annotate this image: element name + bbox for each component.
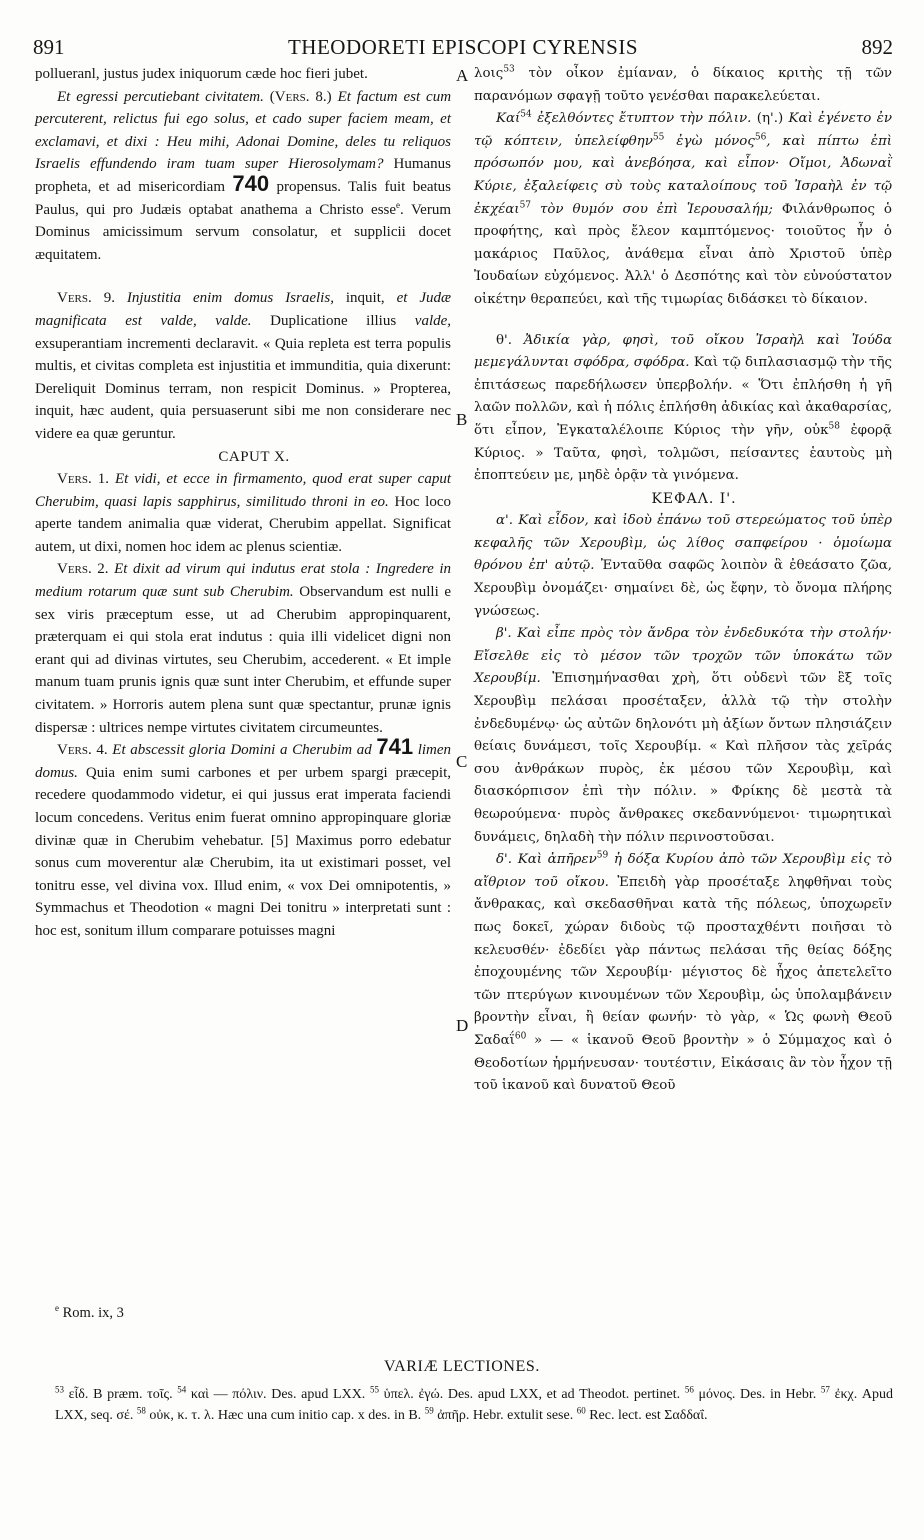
latin-paragraph: Vers. 1. Et vidi, et ecce in firmamento, quod erat super caput Cherubim, quasi lapis sapphirus, similitudo throni in eo. Hoc loco aperte tandem animalia quæ viderat, Cherubim appellat. Significat autem, ut dixi, nomen hoc idem ac plenus scientiæ.: [35, 471, 451, 555]
scripture-quote: Et factum est cum percuterent, relictus fui ego solus, et cado super faciem meam, et exclamavi, et dixi : Heu mihi, Adonai Domine, deles tu reliquos Israelis effundendo iram tuam super Hierosolymam?: [35, 88, 452, 173]
verse-ref: Vers. 1.: [57, 471, 109, 488]
variant-reading: [684, 1384, 821, 1402]
latin-paragraph: Et egressi percutiebant civitatem. (Vers. 8.) Et factum est cum percuterent, relictus fui ego solus, et cado super faciem meam, et exclamavi, et dixi : Heu mihi, Adonai Domine, deles tu reliquos Israelis effundendo iram tuam super Hierosolymam? Humanus propheta, et ad misericordiam 740 propensus. Talis fuit beatus Paulus, qui pro Judæis optabat anathema a Christo esse$^e$. Verum Dominus amicissimum servum consolatur, et supplicii docet æquitatem.: [35, 88, 452, 263]
chapter-heading: CAPUT X.: [218, 448, 290, 465]
margin-letter: C: [456, 752, 468, 771]
variant-reading: [576, 1405, 708, 1423]
variant-reading: [55, 1384, 178, 1402]
variant-number: 57: [820, 1384, 830, 1395]
variant-number: 58: [136, 1405, 146, 1416]
page-number-right: 892: [861, 35, 893, 59]
greek-paragraph: β'. Καὶ εἶπε πρὸς τὸν ἄνδρα τὸν ἐνδεδυκότα τὴν στολήν· Εἴσελθε εἰς τὸ μέσον τῶν τροχῶν τῶν ὑποκάτω τῶν Χερουβίμ. Ἐπισημήνασθαι χρὴ, ὅτι οὐδενὶ τῶν ἓξ τοῖς Χερουβὶμ πελάσαι προσέταξεν, ἀλλὰ τῷ τὴν στολὴν ἐνδεδυμένῳ· ὡς αὐτῶν δηλονότι μὴ ἀξίων ὄντων πλησιάζειν θείαις δυνάμεσι, τοῖς Χερουβίμ. « Καὶ πλῆσον τὰς χεῖράς σου ἀνθράκων πυρὸς, ἐκ μέσου τῶν Χερουβὶμ, καὶ διασκόρπισον ἐπὶ τὴν πόλιν. » Φρίκης δὲ μεστὰ τὰ θεωρούμενα· πυρὸς ἄνθρακες σκεδαννύμενοι· τιμωρητικαὶ δυνάμεις, δηλαδὴ τὴν πόλιν περινοστοῦσαι.: [474, 626, 893, 845]
variant-reading: [136, 1405, 425, 1423]
greek-paragraph: α'. Καὶ εἶδον, καὶ ἰδοὺ ἐπάνω τοῦ στερεώματος τοῦ ὑπὲρ κεφαλῆς τῶν Χερουβὶμ, ὡς λίθος σαπφείρου · ὁμοίωμα θρόνου ἐπ' αὐτῷ. Ἐνταῦθα σαφῶς λοιπὸν ἃ ἐθεάσατο ζῶα, Χερουβὶμ ὀνομάζει· σημαίνει δὲ, ὡς ἔφην, τὸ ὄνομα πλήρης γνώσεως.: [474, 513, 892, 619]
scripture-quote: Et egressi percutiebant civitatem.: [57, 88, 264, 105]
chapter-heading: ΚΕΦΑΛ. Ι'.: [651, 490, 737, 507]
variant-reading: [369, 1384, 685, 1402]
running-title: THEODORETI EPISCOPI CYRENSIS: [287, 35, 639, 59]
variant-readings: [55, 1384, 893, 1426]
latin-paragraph: Vers. 2. Et dixit ad virum qui indutus erat stola : Ingredere in medium rotarum quæ sunt sub Cherubim. Observandum est nulli e sex viris præceptum esse, ut ad Cherubim appropinquarent, præterquam ei qui stola erat indutus : quia illi videlicet digni non erant qui ad divinas virtutes, seu Cherubim, accederent. « Et imple manum tuam prunis ignis quæ sunt inter Cherubim, et effunde super civitatem. » Horroris autem plena sunt quæ spectantur, prunæ ignis dispersæ : ultrices nempe virtutes civitatem circumeuntes.: [35, 561, 451, 736]
variant-reading: [177, 1384, 370, 1402]
variant-number: 54: [177, 1384, 187, 1395]
variant-text: ὑπελ. ἐγώ. Des. apud LXX, et ad Theodot. pertinet.: [378, 1387, 685, 1402]
greek-paragraph: θ'. Ἀδικία γὰρ, φησὶ, τοῦ οἴκου Ἰσραὴλ καὶ Ἰούδα μεμεγάλυνται σφόδρα, σφόδρα. Καὶ τῷ διπλασιασμῷ τὴν τῆς ἐπιτάσεως παρεδήλωσεν ὑπερβολήν. « Ὅτι ἐπλήσθη ἡ γῆ λαῶν πολλῶν, καὶ ἡ πόλις ἐπλήσθη ἀδικίας καὶ ἀκαθαρσίας, ὅτι εἶπον, Ἐγκαταλέλοιπε Κύριος τὴν γῆν, οὐκ$^{58}$ ἐφορᾷ Κύριος. » Ταῦτα, φησὶ, τολμῶσι, πείσαντες ἑαυτοὺς μὴ ἐποπτεύειν με, μηδὲ ὁρᾷν τὰ γινόμενα.: [474, 332, 892, 484]
variant-text: μόνος. Des. in Hebr.: [693, 1387, 821, 1402]
variant-text: εἶδ. B præm. τοῖς.: [64, 1387, 178, 1402]
greek-column: [474, 63, 892, 1098]
footnote-text: Rom. ix, 3: [62, 1305, 124, 1321]
running-header: [33, 35, 893, 61]
footnote: [55, 1305, 124, 1322]
variant-readings-title: VARIÆ LECTIONES.: [384, 1358, 540, 1375]
greek-paragraph: δ'. Καὶ ἀπῆρεν$^{59}$ ἡ δόξα Κυρίου ἀπὸ τῶν Χερουβὶμ εἰς τὸ αἴθριον τοῦ οἴκου. Ἐπειδὴ γὰρ προσέταξε ληφθῆναι τοὺς ἄνθρακας, καὶ σκεδασθῆναι κατὰ τῆς πόλεως, ὑποχωρεῖν πως δοκεῖ, χώραν διδοὺς τῷ προσταχθέντι ποιῆσαι τὸ κελευσθέν· ἐδεδίει γὰρ πάντως πελάσαι τῆς θείας δόξης ἐποχουμένης τῶν Χερουβίμ· μέγιστος δὲ ἦχος ἀπετελεῖτο τῶν πτερύγων κινουμένων τῶν Χερουβὶμ, ὡς ὑπολαμβάνειν βροντὴν εἶναι, ἢ θείαν φωνήν· τὸ γὰρ, « Ὡς φωνὴ Θεοῦ Σαδαΐ$^{60}$ » — « ἱκανοῦ Θεοῦ βροντὴν » ὁ Σύμμαχος καὶ ὁ Θεοδοτίων ἡρμήνευσαν· τουτέστιν, Εἰκάσαις ἂν τὸν ἦχον τῇ τοῦ ἱκανοῦ καὶ δυνατοῦ Θεοῦ: [474, 850, 893, 1094]
variant-reading: [424, 1405, 577, 1423]
verse-ref: Vers. 9.: [57, 290, 115, 307]
greek-paragraph: Καί$^{54}$ ἐξελθόντες ἔτυπτον τὴν πόλιν. (η'.) Καὶ ἐγένετο ἐν τῷ κόπτειν, ὑπελείφθην$^{55}$ ἐγὼ μόνος$^{56}$, καὶ πίπτω ἐπὶ πρόσωπόν μου, καὶ ἀνεβόησα, καὶ εἶπον· Οἴμοι, Ἀδωναῒ Κύριε, ἐξαλείφεις σὺ τοὺς καταλοίπους τοῦ Ἰσραὴλ ἐν τῷ ἐκχέαι$^{57}$ τὸν θυμόν σου ἐπὶ Ἱερουσαλήμ; Φιλάνθρωπος ὁ προφήτης, καὶ πρὸς ἔλεον καμπτόμενος· τοιοῦτος ἦν ὁ μακάριος Παῦλος, ἀνάθεμα εἶναι ἀπὸ Χριστοῦ ὑπὲρ Ἰουδαίων εὐχόμενος. Ἀλλ' ὁ Δεσπότης καὶ τὸν εὐνούστατον οἰκέτην θεραπεύει, καὶ τῆς τιμωρίας διδάσκει τὸ δίκαιον.: [474, 109, 892, 307]
variant-number: 53: [55, 1384, 64, 1395]
variant-text: ἀπῆρ. Hebr. extulit sese.: [433, 1408, 577, 1423]
page-number-left: 891: [33, 35, 65, 59]
latin-paragraph: pollueranl, justus judex iniquorum cæde hoc fieri jubet.: [35, 66, 368, 82]
variant-text: ἐκχ. Apud LXX, seq. σέ.: [55, 1387, 893, 1423]
variant-text: οὐκ, κ. τ. λ. Hæc una cum initio cap. x des. in B.: [145, 1408, 425, 1423]
verse-ref: Vers. 2.: [57, 561, 109, 578]
variant-text: Rec. lect. est Σαδδαΐ.: [585, 1408, 708, 1423]
margin-letter: D: [456, 1016, 469, 1035]
column-number: 741: [376, 734, 414, 760]
footnote-marker: e: [396, 199, 401, 210]
verse-ref: (Vers. 8.): [269, 88, 332, 105]
column-number: 740: [232, 170, 270, 196]
footnote-marker: e: [55, 1303, 59, 1314]
latin-paragraph: Vers. 4. Et abscessit gloria Domini a Cherubim ad 741 limen domus. Quia enim sumi carbones et per urbem spargi præcepit, recedere quodammodo videtur, ei qui jussus erat imperata faciendi locum concedens. Veritus enim fuerat omnino appropinquare gloriæ divinæ quæ in Cherubim vehebatur. [5] Maximus porro edebatur sonus cum moverentur alæ Cherubim, ita ut existimari posset, vel tonitru esse, vel divina vox. Illud enim, « vox Dei omnipotentis, » Symmachus et Theodotion « magni Dei tonitru » interpretati sunt : hoc est, sonitum illum comparare potuisses magni: [35, 734, 452, 939]
latin-paragraph: Vers. 9. Injustitia enim domus Israelis, inquit, et Judæ magnificata est valde, valde. Duplicatione illius valde, exsuperantiam incrementi declaravit. « Quia repleta est terra populis multis, et civitas completa est injustitia et immunditia, quia dixerunt: Dereliquit Dominus terram, non respicit Dominus. » Propterea, inquit, hæc audent, quia persuaserunt sibi me non considerare nec videre ea quæ geruntur.: [35, 290, 452, 442]
margin-letter: B: [456, 410, 468, 429]
margin-letter: A: [456, 66, 469, 85]
variant-text: καὶ — πόλιν. Des. apud LXX.: [186, 1387, 370, 1402]
verse-ref: Vers. 4.: [57, 742, 108, 759]
variant-number: 59: [424, 1405, 434, 1416]
variant-number: 60: [576, 1405, 586, 1416]
variant-number: 55: [369, 1384, 379, 1395]
variant-number: 56: [684, 1384, 694, 1395]
greek-paragraph: λοις$^{53}$ τὸν οἶκον ἐμίαναν, ὁ δίκαιος κριτὴς τῇ τῶν παρανόμων σφαγῇ τοῦτο γενέσθαι παρακελεύεται.: [474, 64, 892, 104]
latin-column: [35, 63, 451, 943]
